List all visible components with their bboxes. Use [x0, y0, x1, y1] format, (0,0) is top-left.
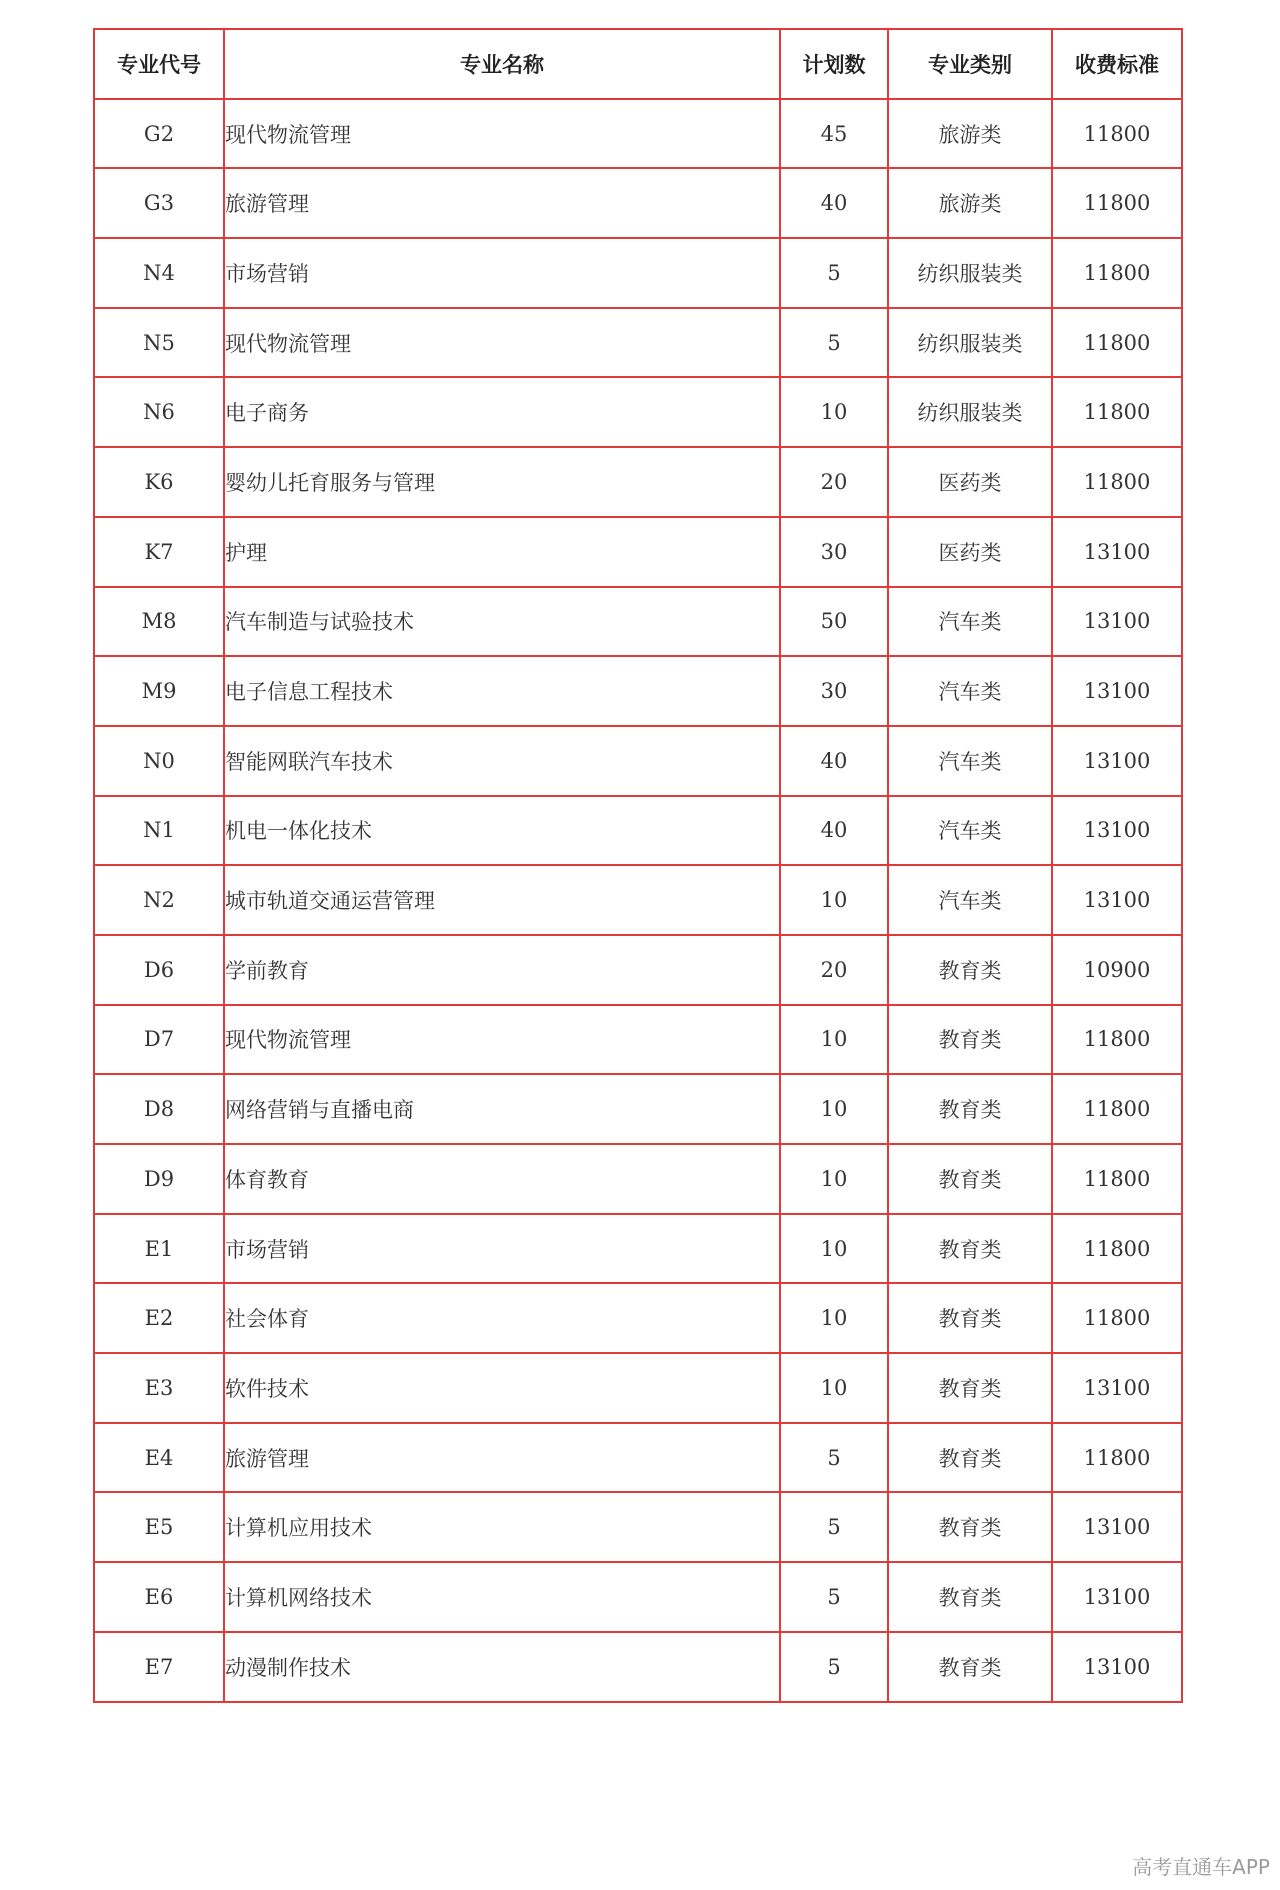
cell-count: 10	[780, 377, 888, 447]
header-fee: 收费标准	[1052, 29, 1182, 99]
cell-category: 教育类	[888, 1632, 1052, 1702]
cell-fee: 11800	[1052, 1214, 1182, 1284]
cell-name: 市场营销	[224, 238, 780, 308]
table-row	[94, 238, 1182, 308]
cell-count: 5	[780, 1632, 888, 1702]
cell-fee: 13100	[1052, 587, 1182, 657]
cell-count: 40	[780, 796, 888, 866]
cell-fee: 11800	[1052, 1283, 1182, 1353]
cell-name: 现代物流管理	[224, 308, 780, 378]
cell-fee: 11800	[1052, 238, 1182, 308]
cell-count: 20	[780, 447, 888, 517]
cell-count: 5	[780, 1423, 888, 1493]
table-row	[94, 1283, 1182, 1353]
cell-code: E6	[94, 1562, 224, 1632]
cell-count: 10	[780, 1074, 888, 1144]
table-row	[94, 447, 1182, 517]
cell-category: 教育类	[888, 1353, 1052, 1423]
cell-code: G2	[94, 99, 224, 169]
cell-name: 计算机应用技术	[224, 1492, 780, 1562]
cell-count: 10	[780, 865, 888, 935]
cell-category: 医药类	[888, 517, 1052, 587]
cell-code: N0	[94, 726, 224, 796]
table-row	[94, 865, 1182, 935]
cell-code: E4	[94, 1423, 224, 1493]
cell-count: 20	[780, 935, 888, 1005]
cell-code: E3	[94, 1353, 224, 1423]
cell-fee: 11800	[1052, 168, 1182, 238]
cell-code: M8	[94, 587, 224, 657]
cell-category: 教育类	[888, 1074, 1052, 1144]
cell-code: G3	[94, 168, 224, 238]
cell-category: 纺织服装类	[888, 238, 1052, 308]
cell-name: 网络营销与直播电商	[224, 1074, 780, 1144]
cell-code: D6	[94, 935, 224, 1005]
cell-count: 10	[780, 1283, 888, 1353]
table-row	[94, 1492, 1182, 1562]
cell-name: 体育教育	[224, 1144, 780, 1214]
table-row	[94, 1144, 1182, 1214]
table-row	[94, 1423, 1182, 1493]
cell-fee: 10900	[1052, 935, 1182, 1005]
table-row	[94, 1632, 1182, 1702]
table-header-row	[94, 29, 1182, 99]
header-category: 专业类别	[888, 29, 1052, 99]
cell-category: 汽车类	[888, 587, 1052, 657]
table-row	[94, 99, 1182, 169]
table-row	[94, 1562, 1182, 1632]
cell-code: N5	[94, 308, 224, 378]
cell-code: D7	[94, 1005, 224, 1075]
cell-fee: 13100	[1052, 1353, 1182, 1423]
cell-count: 50	[780, 587, 888, 657]
cell-count: 5	[780, 308, 888, 378]
cell-fee: 11800	[1052, 99, 1182, 169]
cell-name: 电子商务	[224, 377, 780, 447]
cell-name: 现代物流管理	[224, 1005, 780, 1075]
cell-fee: 13100	[1052, 656, 1182, 726]
cell-category: 教育类	[888, 1283, 1052, 1353]
cell-code: K7	[94, 517, 224, 587]
cell-fee: 11800	[1052, 1144, 1182, 1214]
cell-code: E2	[94, 1283, 224, 1353]
cell-code: D8	[94, 1074, 224, 1144]
cell-fee: 11800	[1052, 308, 1182, 378]
cell-count: 10	[780, 1214, 888, 1284]
program-table	[93, 28, 1183, 1703]
cell-name: 婴幼儿托育服务与管理	[224, 447, 780, 517]
cell-code: M9	[94, 656, 224, 726]
cell-code: K6	[94, 447, 224, 517]
cell-name: 学前教育	[224, 935, 780, 1005]
cell-count: 45	[780, 99, 888, 169]
cell-name: 动漫制作技术	[224, 1632, 780, 1702]
cell-code: E7	[94, 1632, 224, 1702]
watermark-text: 高考直通车APP	[1132, 1855, 1270, 1879]
cell-name: 社会体育	[224, 1283, 780, 1353]
header-count: 计划数	[780, 29, 888, 99]
table-row	[94, 1353, 1182, 1423]
cell-name: 机电一体化技术	[224, 796, 780, 866]
cell-category: 汽车类	[888, 796, 1052, 866]
cell-name: 软件技术	[224, 1353, 780, 1423]
cell-category: 医药类	[888, 447, 1052, 517]
cell-category: 旅游类	[888, 99, 1052, 169]
cell-fee: 13100	[1052, 726, 1182, 796]
cell-fee: 13100	[1052, 1562, 1182, 1632]
table-row	[94, 377, 1182, 447]
cell-name: 智能网联汽车技术	[224, 726, 780, 796]
table-row	[94, 1005, 1182, 1075]
cell-code: N4	[94, 238, 224, 308]
table-row	[94, 1214, 1182, 1284]
table-row	[94, 168, 1182, 238]
cell-category: 纺织服装类	[888, 377, 1052, 447]
cell-category: 汽车类	[888, 726, 1052, 796]
cell-count: 10	[780, 1353, 888, 1423]
cell-category: 教育类	[888, 1492, 1052, 1562]
cell-fee: 13100	[1052, 796, 1182, 866]
program-table-container	[93, 28, 1181, 1703]
table-row	[94, 796, 1182, 866]
cell-name: 计算机网络技术	[224, 1562, 780, 1632]
cell-code: E5	[94, 1492, 224, 1562]
table-row	[94, 308, 1182, 378]
cell-name: 电子信息工程技术	[224, 656, 780, 726]
cell-fee: 13100	[1052, 1632, 1182, 1702]
table-row	[94, 587, 1182, 657]
cell-category: 教育类	[888, 1562, 1052, 1632]
cell-name: 城市轨道交通运营管理	[224, 865, 780, 935]
cell-fee: 13100	[1052, 517, 1182, 587]
cell-fee: 11800	[1052, 377, 1182, 447]
cell-code: D9	[94, 1144, 224, 1214]
cell-code: N1	[94, 796, 224, 866]
cell-category: 教育类	[888, 1005, 1052, 1075]
cell-name: 市场营销	[224, 1214, 780, 1284]
header-code: 专业代号	[94, 29, 224, 99]
cell-fee: 13100	[1052, 1492, 1182, 1562]
cell-count: 10	[780, 1144, 888, 1214]
cell-fee: 11800	[1052, 1423, 1182, 1493]
cell-category: 教育类	[888, 1214, 1052, 1284]
cell-fee: 13100	[1052, 865, 1182, 935]
cell-fee: 11800	[1052, 1005, 1182, 1075]
cell-name: 护理	[224, 517, 780, 587]
cell-fee: 11800	[1052, 1074, 1182, 1144]
cell-code: N2	[94, 865, 224, 935]
cell-fee: 11800	[1052, 447, 1182, 517]
cell-count: 5	[780, 1562, 888, 1632]
table-row	[94, 1074, 1182, 1144]
header-name: 专业名称	[224, 29, 780, 99]
cell-category: 汽车类	[888, 865, 1052, 935]
cell-category: 教育类	[888, 1423, 1052, 1493]
cell-category: 旅游类	[888, 168, 1052, 238]
cell-category: 汽车类	[888, 656, 1052, 726]
table-row	[94, 656, 1182, 726]
cell-count: 5	[780, 238, 888, 308]
cell-count: 40	[780, 726, 888, 796]
table-row	[94, 935, 1182, 1005]
cell-count: 10	[780, 1005, 888, 1075]
cell-name: 现代物流管理	[224, 99, 780, 169]
cell-name: 汽车制造与试验技术	[224, 587, 780, 657]
cell-category: 纺织服装类	[888, 308, 1052, 378]
table-body	[94, 99, 1182, 1702]
cell-category: 教育类	[888, 1144, 1052, 1214]
cell-code: N6	[94, 377, 224, 447]
cell-name: 旅游管理	[224, 1423, 780, 1493]
cell-count: 30	[780, 656, 888, 726]
cell-count: 5	[780, 1492, 888, 1562]
cell-code: E1	[94, 1214, 224, 1284]
cell-category: 教育类	[888, 935, 1052, 1005]
cell-count: 40	[780, 168, 888, 238]
table-row	[94, 517, 1182, 587]
table-row	[94, 726, 1182, 796]
cell-count: 30	[780, 517, 888, 587]
cell-name: 旅游管理	[224, 168, 780, 238]
